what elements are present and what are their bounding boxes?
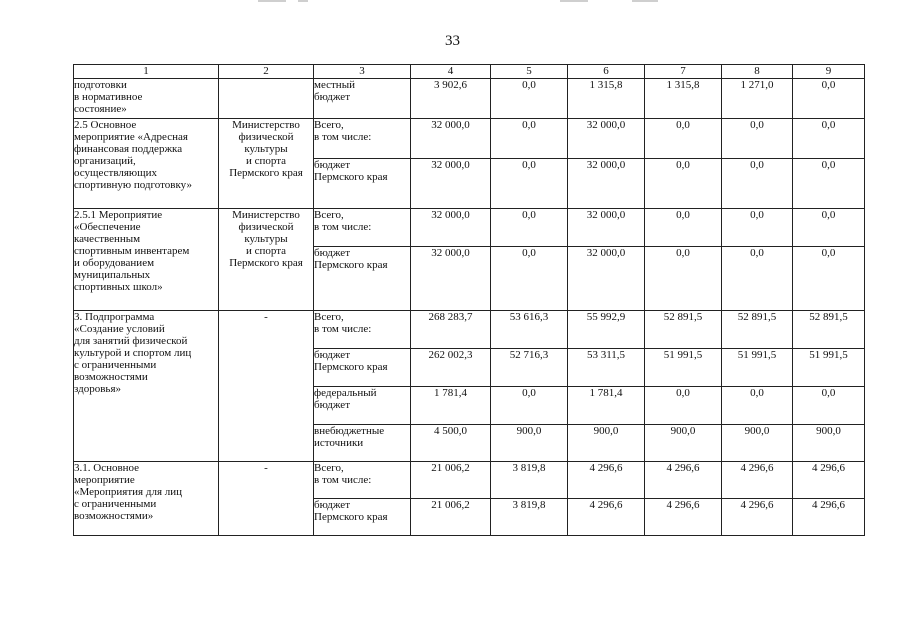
measure-name-cell: 2.5 Основное мероприятие «Адресная финансовая поддержка организаций, осуществляющих спортивную подготовку» <box>74 119 219 209</box>
column-header: 3 <box>314 65 411 79</box>
amount-cell: 0,0 <box>793 209 865 247</box>
amount-cell: 0,0 <box>793 79 865 119</box>
amount-cell: 0,0 <box>645 387 722 425</box>
amount-cell: 0,0 <box>793 119 865 159</box>
amount-cell: 262 002,3 <box>411 349 491 387</box>
amount-cell: 4 296,6 <box>722 462 793 499</box>
column-header: 5 <box>491 65 568 79</box>
amount-cell: 900,0 <box>722 425 793 462</box>
column-header: 4 <box>411 65 491 79</box>
scan-mark <box>632 0 658 2</box>
amount-cell: 51 991,5 <box>722 349 793 387</box>
executor-cell: - <box>219 462 314 536</box>
amount-cell: 1 781,4 <box>568 387 645 425</box>
table-row <box>74 119 865 159</box>
measure-name-cell: подготовки в нормативное состояние» <box>74 79 219 119</box>
funding-source-cell: Всего, в том числе: <box>314 119 411 159</box>
amount-cell: 3 819,8 <box>491 462 568 499</box>
amount-cell: 52 716,3 <box>491 349 568 387</box>
amount-cell: 0,0 <box>491 387 568 425</box>
measure-name-cell: 3.1. Основное мероприятие «Мероприятия для лиц с ограниченными возможностями» <box>74 462 219 536</box>
amount-cell: 55 992,9 <box>568 311 645 349</box>
amount-cell: 3 902,6 <box>411 79 491 119</box>
amount-cell: 900,0 <box>793 425 865 462</box>
funding-source-cell: бюджет Пермского края <box>314 159 411 209</box>
amount-cell: 52 891,5 <box>722 311 793 349</box>
amount-cell: 4 296,6 <box>568 499 645 536</box>
amount-cell: 4 296,6 <box>568 462 645 499</box>
executor-cell: - <box>219 311 314 462</box>
funding-source-cell: Всего, в том числе: <box>314 311 411 349</box>
funding-source-cell: бюджет Пермского края <box>314 349 411 387</box>
amount-cell: 1 315,8 <box>568 79 645 119</box>
budget-table <box>73 64 865 536</box>
amount-cell: 0,0 <box>645 119 722 159</box>
amount-cell: 1 271,0 <box>722 79 793 119</box>
amount-cell: 4 296,6 <box>722 499 793 536</box>
amount-cell: 1 315,8 <box>645 79 722 119</box>
amount-cell: 0,0 <box>722 209 793 247</box>
amount-cell: 4 296,6 <box>793 499 865 536</box>
amount-cell: 0,0 <box>722 387 793 425</box>
table-header <box>74 65 865 79</box>
amount-cell: 32 000,0 <box>411 209 491 247</box>
amount-cell: 21 006,2 <box>411 462 491 499</box>
amount-cell: 0,0 <box>722 119 793 159</box>
amount-cell: 0,0 <box>793 387 865 425</box>
amount-cell: 3 819,8 <box>491 499 568 536</box>
column-header: 2 <box>219 65 314 79</box>
executor-cell <box>219 79 314 119</box>
amount-cell: 32 000,0 <box>411 119 491 159</box>
amount-cell: 0,0 <box>491 209 568 247</box>
amount-cell: 32 000,0 <box>411 159 491 209</box>
amount-cell: 51 991,5 <box>793 349 865 387</box>
amount-cell: 0,0 <box>645 247 722 311</box>
funding-source-cell: местный бюджет <box>314 79 411 119</box>
amount-cell: 21 006,2 <box>411 499 491 536</box>
column-header: 8 <box>722 65 793 79</box>
amount-cell: 900,0 <box>491 425 568 462</box>
amount-cell: 0,0 <box>793 159 865 209</box>
amount-cell: 52 891,5 <box>645 311 722 349</box>
funding-source-cell: внебюджетные источники <box>314 425 411 462</box>
table-row <box>74 79 865 119</box>
amount-cell: 32 000,0 <box>568 159 645 209</box>
executor-cell: Министерство физической культуры и спорта Пермского края <box>219 209 314 311</box>
funding-source-cell: бюджет Пермского края <box>314 499 411 536</box>
amount-cell: 32 000,0 <box>568 209 645 247</box>
amount-cell: 53 311,5 <box>568 349 645 387</box>
amount-cell: 4 500,0 <box>411 425 491 462</box>
amount-cell: 0,0 <box>722 159 793 209</box>
amount-cell: 0,0 <box>491 247 568 311</box>
column-header: 7 <box>645 65 722 79</box>
header-row <box>74 65 865 79</box>
measure-name-cell: 3. Подпрограмма «Создание условий для занятий физической культурой и спортом лиц с ограниченными возможностями здоровья» <box>74 311 219 462</box>
amount-cell: 32 000,0 <box>568 247 645 311</box>
amount-cell: 51 991,5 <box>645 349 722 387</box>
amount-cell: 32 000,0 <box>411 247 491 311</box>
table-row <box>74 311 865 349</box>
scan-mark <box>560 0 588 2</box>
amount-cell: 52 891,5 <box>793 311 865 349</box>
amount-cell: 32 000,0 <box>568 119 645 159</box>
page-number: 33 <box>445 33 460 49</box>
funding-source-cell: Всего, в том числе: <box>314 462 411 499</box>
amount-cell: 1 781,4 <box>411 387 491 425</box>
amount-cell: 53 616,3 <box>491 311 568 349</box>
amount-cell: 0,0 <box>491 119 568 159</box>
amount-cell: 4 296,6 <box>793 462 865 499</box>
amount-cell: 0,0 <box>645 159 722 209</box>
column-header: 9 <box>793 65 865 79</box>
amount-cell: 0,0 <box>491 159 568 209</box>
column-header: 1 <box>74 65 219 79</box>
amount-cell: 4 296,6 <box>645 499 722 536</box>
executor-cell: Министерство физической культуры и спорта Пермского края <box>219 119 314 209</box>
amount-cell: 4 296,6 <box>645 462 722 499</box>
amount-cell: 900,0 <box>568 425 645 462</box>
scan-mark <box>298 0 308 2</box>
measure-name-cell: 2.5.1 Мероприятие «Обеспечение качественным спортивным инвентарем и оборудованием муниципальных спортивных школ» <box>74 209 219 311</box>
amount-cell: 268 283,7 <box>411 311 491 349</box>
funding-source-cell: федеральный бюджет <box>314 387 411 425</box>
table-row <box>74 462 865 499</box>
scan-mark <box>258 0 286 2</box>
column-header: 6 <box>568 65 645 79</box>
funding-source-cell: бюджет Пермского края <box>314 247 411 311</box>
funding-source-cell: Всего, в том числе: <box>314 209 411 247</box>
amount-cell: 0,0 <box>793 247 865 311</box>
amount-cell: 900,0 <box>645 425 722 462</box>
table-row <box>74 209 865 247</box>
amount-cell: 0,0 <box>645 209 722 247</box>
amount-cell: 0,0 <box>722 247 793 311</box>
table-body <box>74 79 865 536</box>
amount-cell: 0,0 <box>491 79 568 119</box>
